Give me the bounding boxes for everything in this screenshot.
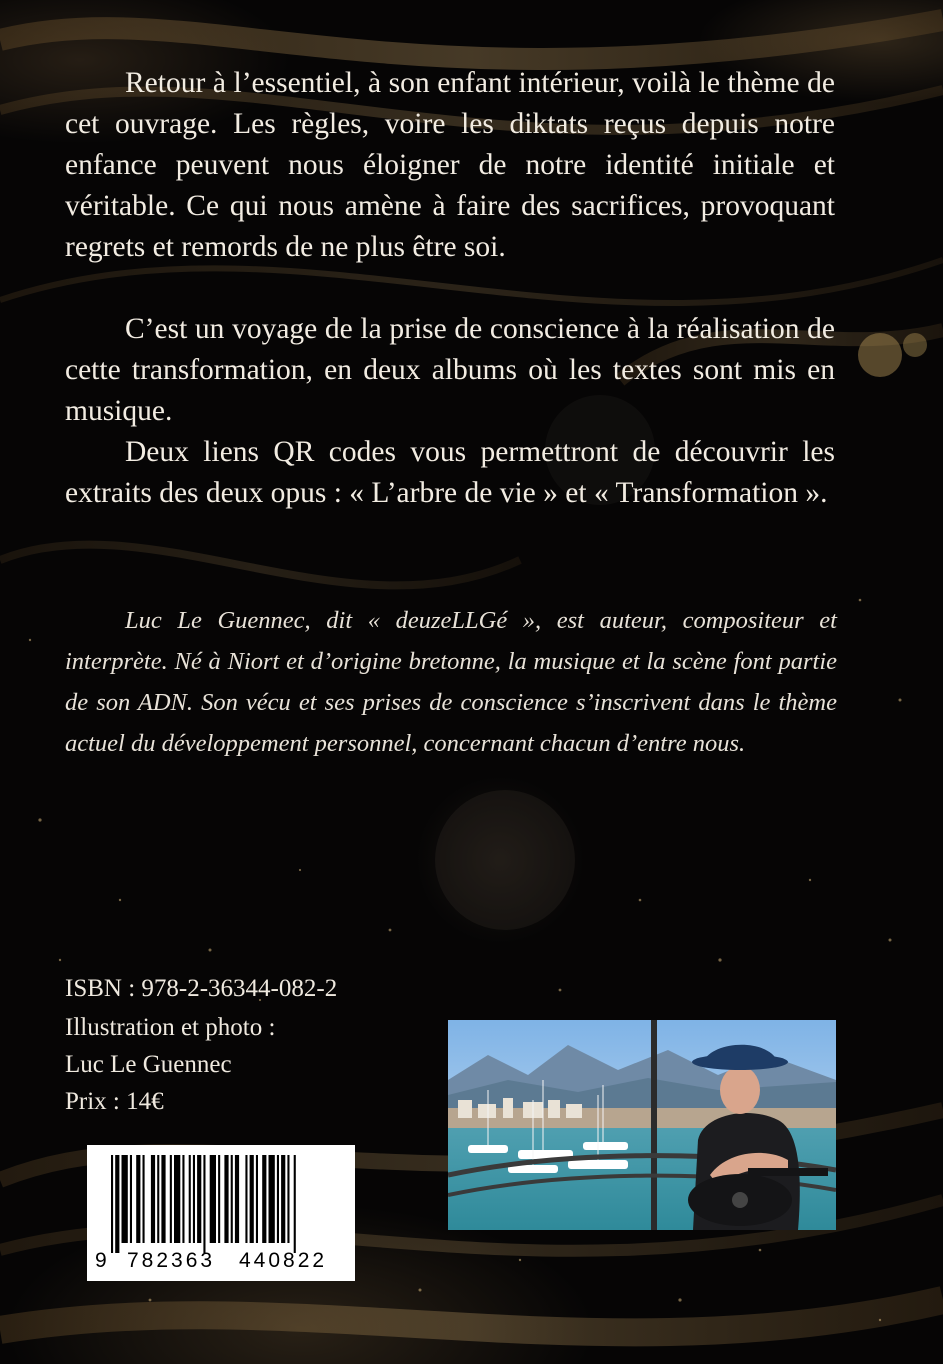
barcode-bar bbox=[277, 1155, 279, 1243]
barcode-left-group: 782363 bbox=[127, 1249, 216, 1272]
barcode-bar bbox=[193, 1155, 195, 1243]
barcode-bar bbox=[287, 1155, 289, 1243]
barcode-bar bbox=[136, 1155, 140, 1243]
barcode-bar bbox=[218, 1155, 220, 1243]
summary-paragraph-2: C’est un voyage de la prise de conscience à la réalisation de cette transformation, en deux albums où les textes sont mis en musique. bbox=[65, 313, 835, 427]
summary-paragraph-1: Retour à l’essentiel, à son enfant intérieur, voilà le thème de cet ouvrage. Les règles, voire les diktats reçus depuis notre enfance peuvent nous éloigner de notre identité initiale et véritable. Ce qui nous amène à faire des sacrifices, provoquant regrets et remords de ne plus être soi. bbox=[65, 67, 835, 263]
isbn-barcode bbox=[87, 1145, 355, 1281]
barcode-bar bbox=[281, 1155, 285, 1243]
barcode-bar bbox=[161, 1155, 165, 1243]
barcode-bar bbox=[256, 1155, 258, 1243]
barcode-bar bbox=[262, 1155, 266, 1243]
barcode-bar bbox=[143, 1155, 145, 1243]
author-biography: Luc Le Guennec, dit « deuzeLLGé », est auteur, compositeur et interprète. Né à Niort et d’origine bretonne, la musique et la scène font partie de son ADN. Son vécu et ses prises de conscience s’inscrivent dans le thème actuel du développement personnel, concernant chacun d’entre nous. bbox=[65, 607, 837, 757]
barcode-bar bbox=[170, 1155, 172, 1243]
barcode-bar bbox=[294, 1155, 296, 1253]
barcode-bar bbox=[210, 1155, 216, 1243]
barcode-bar bbox=[174, 1155, 180, 1243]
barcode-bar bbox=[250, 1155, 254, 1243]
summary-paragraph-3: Deux liens QR codes vous permettront de découvrir les extraits des deux opus : « L’arbre de vie » et « Transformation ». bbox=[65, 436, 835, 509]
barcode-bar bbox=[182, 1155, 184, 1243]
barcode-bar bbox=[122, 1155, 128, 1243]
barcode-digits bbox=[87, 1249, 355, 1275]
barcode-bar bbox=[189, 1155, 191, 1243]
barcode-bar bbox=[269, 1155, 275, 1243]
barcode-first-digit: 9 bbox=[95, 1249, 107, 1272]
credit-name: Luc Le Guennec bbox=[65, 1051, 232, 1078]
isbn-line: ISBN : 978-2-36344-082-2 bbox=[65, 975, 338, 1002]
barcode-bar bbox=[235, 1155, 239, 1243]
barcode-bar bbox=[245, 1155, 247, 1243]
barcode-bars bbox=[87, 1145, 355, 1255]
barcode-bar bbox=[224, 1155, 228, 1243]
barcode-bar bbox=[231, 1155, 233, 1243]
barcode-bar bbox=[115, 1155, 119, 1253]
credit-label: Illustration et photo : bbox=[65, 1014, 276, 1041]
barcode-bar bbox=[197, 1155, 201, 1243]
author-photo bbox=[448, 1020, 836, 1230]
barcode-right-group: 440822 bbox=[239, 1249, 328, 1272]
barcode-bar bbox=[130, 1155, 132, 1243]
barcode-bar bbox=[111, 1155, 113, 1253]
barcode-bar bbox=[203, 1155, 205, 1253]
barcode-bar bbox=[151, 1155, 155, 1243]
price-line: Prix : 14€ bbox=[65, 1088, 164, 1115]
barcode-bar bbox=[157, 1155, 159, 1243]
